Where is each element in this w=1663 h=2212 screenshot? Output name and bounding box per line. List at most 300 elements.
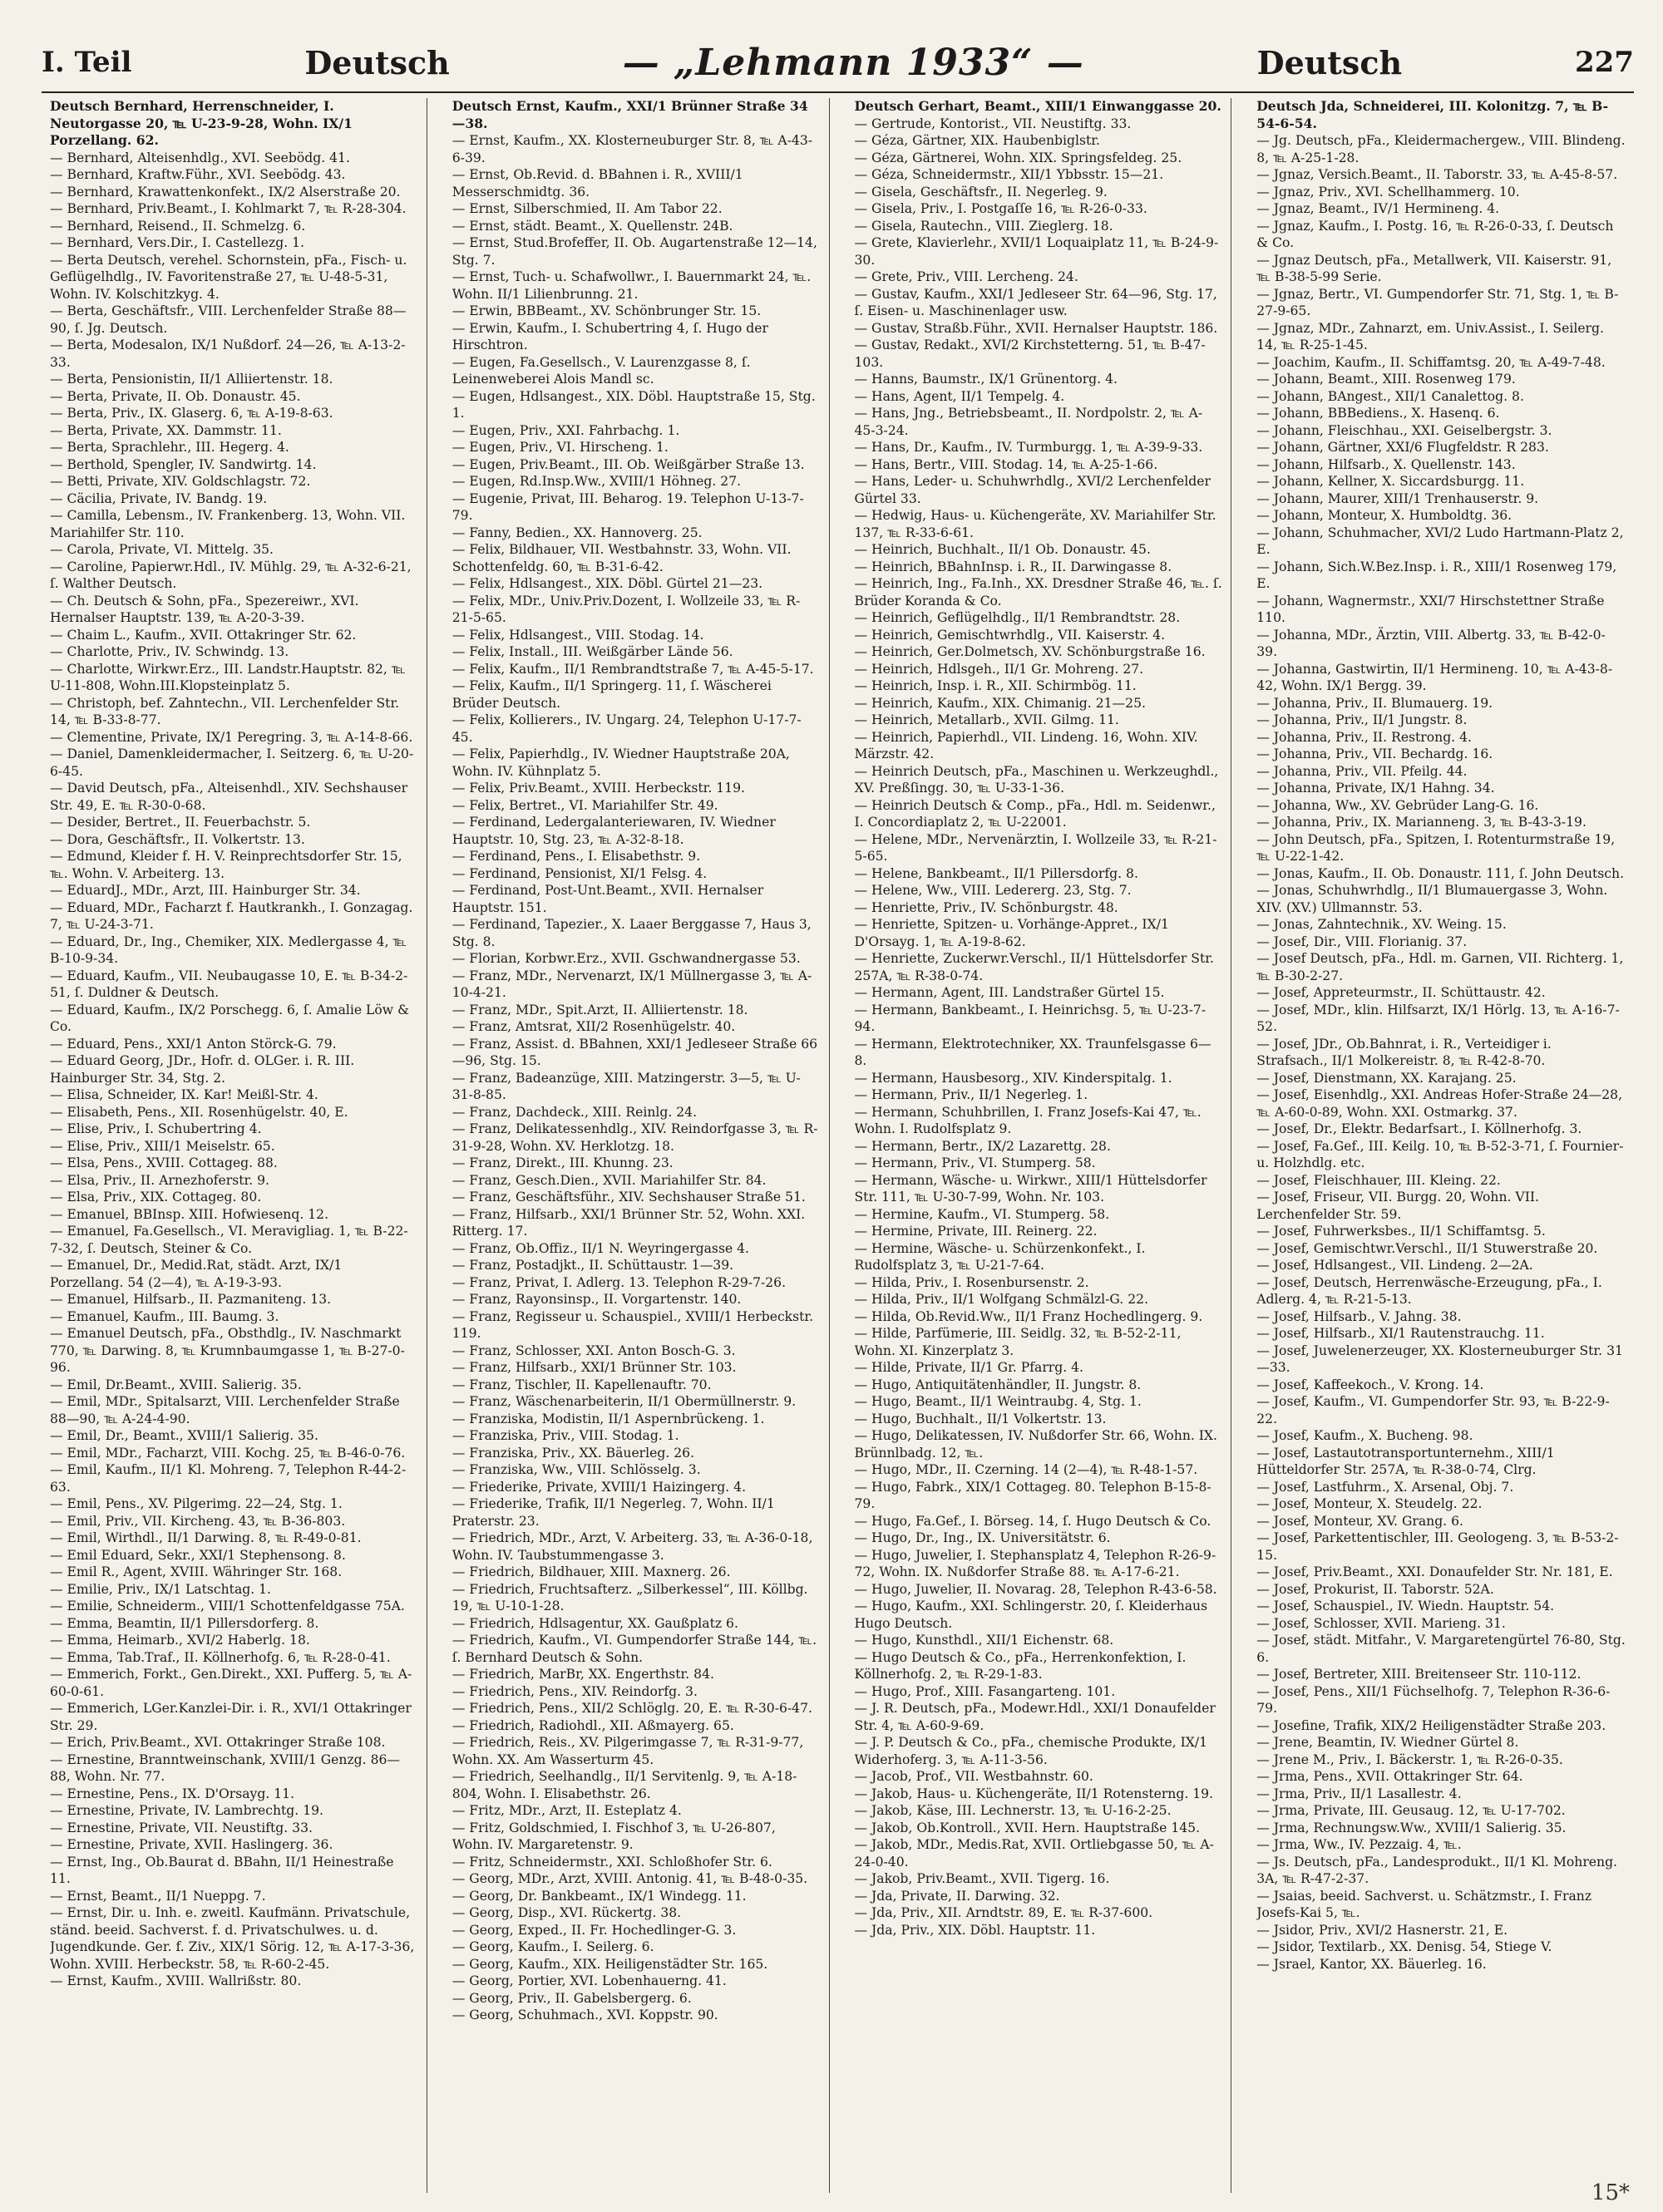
directory-entry: — Franziska, Modistin, II/1 Aspernbrückeng. 1. [452, 1411, 765, 1426]
directory-entry: — Jgnaz, Bertr., VI. Gumpendorfer Str. 71, Stg. 1, ℡ B-27-9-65. [1256, 286, 1619, 318]
directory-entry: — Fanny, Bedien., XX. Hannoverg. 25. [452, 525, 703, 540]
directory-entry: — Hermann, Elektrotechniker, XX. Traunfelsgasse 6—8. [854, 1036, 1211, 1068]
directory-entry: — Felix, Kaufm., II/1 Rembrandtstraße 7, ℡ A-45-5-17. [452, 661, 814, 677]
directory-entry: — Eduard, Dr., Ing., Chemiker, XIX. Medlergasse 4, ℡ B-10-9-34. [50, 934, 407, 966]
right-heading: Deutsch [1256, 43, 1403, 81]
directory-entry: — Henriette, Spitzen- u. Vorhänge-Appret., IX/1 D'Orsayg. 1, ℡ A-19-8-62. [854, 917, 1169, 949]
directory-entry: — Jda, Private, II. Darwing. 32. [854, 1888, 1060, 1904]
directory-entry: — Felix, Hdlsangest., VIII. Stodag. 14. [452, 627, 704, 643]
directory-entry: — Emilie, Priv., IX/1 Latschtag. 1. [50, 1581, 272, 1597]
directory-entry: — Johanna, Gastwirtin, II/1 Hermineng. 10, ℡ A-43-8-42, Wohn. IX/1 Bergg. 39. [1256, 661, 1613, 693]
column-4 [1256, 98, 1634, 2193]
directory-entry: — Gustav, Straßb.Führ., XVII. Hernalser Hauptstr. 186. [854, 320, 1218, 336]
directory-entry: — Jrene, Beamtin, IV. Wiedner Gürtel 8. [1256, 1735, 1519, 1750]
directory-entry: — Ferdinand, Post-Unt.Beamt., XVII. Hernalser Hauptstr. 151. [452, 883, 764, 915]
directory-entry: — Josefine, Trafik, XIX/2 Heiligenstädter Straße 203. [1256, 1717, 1606, 1733]
column-1 [50, 98, 427, 2193]
directory-entry: — Hilda, Priv., I. Rosenbursenstr. 2. [854, 1274, 1089, 1290]
directory-entry: — Franz, MDr., Spit.Arzt, II. Alliiertenstr. 18. [452, 1002, 748, 1017]
directory-entry: — Franz, Geschäftsführ., XIV. Sechshauser Straße 51. [452, 1190, 806, 1205]
directory-entry: — Berta, Private, XX. Dammstr. 11. [50, 422, 282, 438]
directory-entry: — EduardJ., MDr., Arzt, III. Hainburger Str. 34. [50, 883, 361, 898]
directory-entry: — Fritz, Schneidermstr., XXI. Schloßhofer Str. 6. [452, 1854, 772, 1870]
directory-entry: — Johanna, Priv., II. Blumauerg. 19. [1256, 695, 1493, 711]
directory-entry: — Bernhard, Alteisenhdlg., XVI. Seebödg. 41. [50, 150, 350, 165]
directory-entry: — Ernestine, Private, XVII. Haslingerg. 36. [50, 1837, 333, 1852]
directory-entry: — Hermann, Wäsche- u. Wirkwr., XIII/1 Hüttelsdorfer Str. 111, ℡ U-30-7-99, Wohn. Nr. 103. [854, 1172, 1207, 1205]
directory-entry: — Friedrich, Kaufm., VI. Gumpendorfer Straße 144, ℡. ſ. Bernhard Deutsch & Sohn. [452, 1633, 817, 1665]
directory-entry: — Josef, Monteur, XV. Grang. 6. [1256, 1513, 1463, 1529]
directory-entry: — Friedrich, Pens., XIV. Reindorfg. 3. [452, 1683, 698, 1699]
directory-entry: — Ferdinand, Pensionist, XI/1 Felsg. 4. [452, 865, 708, 881]
directory-entry: — Bernhard, Kraftw.Führ., XVI. Seebödg. 43. [50, 167, 346, 182]
directory-entry: — Felix, Papierhdlg., IV. Wiedner Hauptstraße 20A, Wohn. IV. Kühnplatz 5. [452, 746, 790, 779]
directory-entry: — Gustav, Kaufm., XXI/1 Jedleseer Str. 64—96, Stg. 17, ſ. Eisen- u. Maschinenlager usw. [854, 286, 1217, 318]
directory-entry: — Jgnaz Deutsch, pFa., Metallwerk, VII. Kaiserstr. 91, ℡ B-38-5-99 Serie. [1256, 252, 1612, 284]
directory-entry: — Emanuel, Dr., Medid.Rat, städt. Arzt, IX/1 Porzellang. 54 (2—4), ℡ A-19-3-93. [50, 1258, 343, 1290]
directory-entry: — Emanuel, Hilfsarb., II. Pazmaniteng. 13. [50, 1292, 332, 1307]
directory-entry: — Helene, Ww., VIII. Ledererg. 23, Stg. 7. [854, 883, 1132, 898]
directory-entry: — Franz, Dachdeck., XIII. Reinlg. 24. [452, 1104, 698, 1120]
directory-entry: — Ernst, Silberschmied, II. Am Tabor 22. [452, 201, 723, 216]
directory-entry: — Gisela, Priv., I. Postgaſſe 16, ℡ R-26-0-33. [854, 201, 1147, 216]
directory-entry: — Felix, Install., III. Weißgärber Lände 56. [452, 644, 733, 659]
directory-entry: — Jonas, Schuhwrhdlg., II/1 Blumauergasse 3, Wohn. XIV. (XV.) Ullmannstr. 53. [1256, 883, 1608, 915]
directory-entry: — Hanns, Baumstr., IX/1 Grünentorg. 4. [854, 372, 1118, 387]
directory-entry: — Johann, BAngest., XII/1 Canalettog. 8. [1256, 388, 1524, 404]
directory-entry: — Chaim L., Kaufm., XVII. Ottakringer Str. 62. [50, 627, 357, 643]
directory-entry: — Ch. Deutsch & Sohn, pFa., Spezereiwr., XVI. Hernalser Hauptstr. 139, ℡ A-20-3-39. [50, 593, 359, 625]
directory-entry: — Ernestine, Private, VII. Neustiftg. 33. [50, 1820, 313, 1835]
directory-entry: — Henriette, Priv., IV. Schönburgstr. 48. [854, 899, 1118, 915]
directory-entry: — Heinrich, Buchhalt., II/1 Ob. Donaustr. 45. [854, 542, 1151, 557]
directory-entry: — Hermann, Bankbeamt., I. Heinrichsg. 5, ℡ U-23-7-94. [854, 1002, 1207, 1034]
directory-entry: — Gustav, Redakt., XVI/2 Kirchstetterng. 51, ℡ B-47-103. [854, 337, 1206, 370]
directory-entry: — Johanna, Private, IX/1 Hahng. 34. [1256, 781, 1495, 796]
directory-entry: — Georg, Schuhmach., XVI. Koppstr. 90. [452, 2008, 718, 2022]
directory-entry: — Jacob, Prof., VII. Westbahnstr. 60. [854, 1769, 1093, 1784]
directory-entry: — Heinrich, Gemischtwrhdlg., VII. Kaiserstr. 4. [854, 627, 1166, 643]
directory-entry: — Hugo, Prof., XIII. Fasangarteng. 101. [854, 1683, 1116, 1699]
directory-entry: — Christoph, bef. Zahntechn., VII. Lerchenfelder Str. 14, ℡ B-33-8-77. [50, 695, 400, 727]
directory-entry: — Eugen, Hdlsangest., XIX. Döbl. Hauptstraße 15, Stg. 1. [452, 388, 816, 421]
directory-entry: — Jsidor, Priv., XVI/2 Hasnerstr. 21, E. [1256, 1922, 1508, 1938]
directory-entry: — Berta, Modesalon, IX/1 Nußdorf. 24—26, ℡ A-13-2-33. [50, 337, 406, 370]
directory-entry: — Heinrich, Ger.Dolmetsch, XV. Schönburgstraße 16. [854, 644, 1206, 659]
directory-entry: — Franz, Ob.Offiz., II/1 N. Weyringergasse 4. [452, 1240, 750, 1256]
directory-entry: — Josef, MDr., klin. Hilfsarzt, IX/1 Hörlg. 13, ℡ A-16-7-52. [1256, 1002, 1620, 1034]
directory-entry: — Ferdinand, Tapezier., X. Laaer Berggasse 7, Haus 3, Stg. 8. [452, 917, 812, 949]
directory-entry: — Hugo, Juwelier, I. Stephansplatz 4, Telephon R-26-9-72, Wohn. IX. Nußdorfer Straße 88. ℡ A-17-6-21. [854, 1547, 1216, 1579]
directory-entry: — Ernestine, Branntweinschank, XVIII/1 Genzg. 86—88, Wohn. Nr. 77. [50, 1751, 401, 1784]
directory-entry: — Felix, Kollierers., IV. Ungarg. 24, Telephon U-17-7-45. [452, 712, 802, 745]
directory-entry: — Georg, Kaufm., XIX. Heiligenstädter Str. 165. [452, 1956, 768, 1972]
directory-entry: — Josef, Prokurist, II. Taborstr. 52A. [1256, 1581, 1494, 1597]
directory-entry: — Hugo, Kaufm., XXI. Schlingerstr. 20, ſ. Kleiderhaus Hugo Deutsch. [854, 1599, 1208, 1631]
directory-entry: — Johanna, Priv., II. Restrong. 4. [1256, 729, 1472, 745]
directory-entry: — Josef Deutsch, pFa., Hdl. m. Garnen, VII. Richterg. 1, ℡ B-30-2-27. [1256, 951, 1624, 983]
directory-entry: — Franz, Regisseur u. Schauspiel., XVIII/1 Herbeckstr. 119. [452, 1308, 814, 1341]
directory-entry: — Heinrich, BBahnInsp. i. R., II. Darwingasse 8. [854, 559, 1172, 574]
directory-entry: — Felix, Kaufm., II/1 Springerg. 11, ſ. Wäscherei Brüder Deutsch. [452, 678, 772, 711]
directory-entry: — Josef, Priv.Beamt., XXI. Donaufelder Str. Nr. 181, E. [1256, 1564, 1613, 1579]
directory-entry: — Hilde, Parfümerie, III. Seidlg. 32, ℡ B-52-2-11, Wohn. XI. Kinzerplatz 3. [854, 1326, 1182, 1358]
directory-entry: — Emanuel, Fa.Gesellsch., VI. Meravigliag. 1, ℡ B-22-7-32, ſ. Deutsch, Steiner & Co. [50, 1224, 408, 1256]
directory-entry: — Franz, Postadjkt., II. Schüttaustr. 1—39. [452, 1258, 734, 1273]
directory-entry: — Heinrich Deutsch, pFa., Maschinen u. Werkzeughdl., XV. Preßſingg. 30, ℡ U-33-1-36. [854, 763, 1219, 796]
directory-entry: — Elsa, Pens., XVIII. Cottageg. 88. [50, 1155, 278, 1170]
directory-entry: — Emil, Kaufm., II/1 Kl. Mohreng. 7, Telephon R-44-2-63. [50, 1462, 407, 1495]
directory-entry: — Franz, Hilfsarb., XXI/1 Brünner Str. 52, Wohn. XXI. Ritterg. 17. [452, 1206, 806, 1239]
directory-entry: — Josef, Eisenhdlg., XXI. Andreas Hofer-Straße 24—28, ℡ A-60-0-89, Wohn. XXI. Ostmarkg. 37. [1256, 1087, 1623, 1120]
directory-entry: — Jonas, Kaufm., II. Ob. Donaustr. 111, ſ. John Deutsch. [1256, 865, 1625, 881]
directory-entry: — Josef, Lastfuhrm., X. Arsenal, Obj. 7. [1256, 1479, 1514, 1495]
directory-entry: — Jgnaz, Beamt., IV/1 Hermineng. 4. [1256, 201, 1500, 216]
directory-entry: — Josef, Appreteurmstr., II. Schüttaustr. 42. [1256, 985, 1546, 1000]
directory-entry: — Emil, Pens., XV. Pilgerimg. 22—24, Stg. 1. [50, 1496, 343, 1511]
directory-entry: — Georg, Dr. Bankbeamt., IX/1 Windegg. 11. [452, 1888, 747, 1904]
directory-entry: — Betti, Private, XIV. Goldschlagstr. 72. [50, 474, 311, 489]
directory-entry: — Johann, Monteur, X. Humboldtg. 36. [1256, 508, 1512, 523]
directory-entry: — Eugen, Priv., VI. Hirscheng. 1. [452, 440, 669, 455]
directory-entry: — Felix, Bertret., VI. Mariahilfer Str. 49. [452, 797, 718, 813]
directory-entry: — Grete, Klavierlehr., XVII/1 Loquaiplatz 11, ℡ B-24-9-30. [854, 235, 1219, 268]
directory-entry: — Gertrude, Kontorist., VII. Neustiftg. 33. [854, 116, 1132, 131]
directory-entry: — Hilde, Private, II/1 Gr. Pfarrg. 4. [854, 1360, 1084, 1375]
directory-entry: — Hermann, Hausbesorg., XIV. Kinderspitalg. 1. [854, 1070, 1172, 1086]
directory-entry: — Elise, Priv., XIII/1 Meiselstr. 65. [50, 1138, 275, 1154]
directory-entry: — Carola, Private, VI. Mittelg. 35. [50, 542, 274, 557]
directory-entry: — Eugen, Fa.Gesellsch., V. Laurenzgasse 8, ſ. Leinenweberei Alois Mandl sc. [452, 354, 751, 387]
directory-entry: — Emil Eduard, Sekr., XXI/1 Stephensong. 8. [50, 1547, 346, 1563]
directory-entry: — Hermann, Bertr., IX/2 Lazarettg. 28. [854, 1138, 1111, 1154]
directory-entry: — Hilda, Priv., II/1 Wolfgang Schmälzl-G. 22. [854, 1292, 1149, 1307]
directory-entry: — Elsa, Priv., II. Arnezhoferstr. 9. [50, 1172, 270, 1188]
directory-entry: — John Deutsch, pFa., Spitzen, I. Rotenturmstraße 19, ℡ U-22-1-42. [1256, 831, 1616, 864]
column-2 [452, 98, 830, 2193]
column-3 [855, 98, 1232, 2193]
directory-entry: — Ernst, Beamt., II/1 Nueppg. 7. [50, 1888, 266, 1904]
directory-entry: — Heinrich, Kaufm., XIX. Chimanig. 21—25. [854, 695, 1146, 711]
directory-entry: — Franz, Rayonsinsp., II. Vorgartenstr. 140. [452, 1292, 742, 1307]
directory-entry: — Jakob, Priv.Beamt., XVII. Tigerg. 16. [854, 1871, 1110, 1886]
directory-entry: — Hermine, Private, III. Reinerg. 22. [854, 1224, 1098, 1239]
directory-entry: — Hans, Jng., Betriebsbeamt., II. Nordpolstr. 2, ℡ A-45-3-24. [854, 406, 1203, 438]
directory-entry: — Eduard, Pens., XXI/1 Anton Störck-G. 79. [50, 1036, 337, 1052]
directory-entry: — Elisabeth, Pens., XII. Rosenhügelstr. 40, E. [50, 1104, 348, 1120]
page-number: 227 [1575, 46, 1634, 79]
directory-entry: — Josef, Gemischtwr.Verschl., II/1 Stuwerstraße 20. [1256, 1240, 1598, 1256]
directory-entry: — Felix, Bildhauer, VII. Westbahnstr. 33, Wohn. VII. Schottenfeldg. 60, ℡ B-31-6-42. [452, 542, 792, 574]
directory-entry: — Friedrich, MDr., Arzt, V. Arbeiterg. 33, ℡ A-36-0-18, Wohn. IV. Taubstummengasse 3. [452, 1530, 813, 1563]
directory-entry: — Franz, Wäschenarbeiterin, II/1 Obermüllnerstr. 9. [452, 1394, 797, 1409]
directory-entry: — David Deutsch, pFa., Alteisenhdl., XIV. Sechshauser Str. 49, E. ℡ R-30-0-68. [50, 781, 408, 813]
directory-entry: — Johanna, Priv., VII. Bechardg. 16. [1256, 746, 1493, 761]
directory-entry: — Friederike, Private, XVIII/1 Haizingerg. 4. [452, 1479, 747, 1495]
directory-entry: — Hugo, Delikatessen, IV. Nußdorfer Str. 66, Wohn. IX. Brünnlbadg. 12, ℡. [854, 1428, 1217, 1461]
directory-entry: — Heinrich Deutsch & Comp., pFa., Hdl. m. Seidenwr., I. Concordiaplatz 2, ℡ U-22001. [854, 797, 1216, 830]
directory-entry: — Hermann, Agent, III. Landstraßer Gürtel 15. [854, 985, 1165, 1000]
directory-entry: — Eduard, Kaufm., IX/2 Porschegg. 6, ſ. Amalie Löw & Co. [50, 1002, 409, 1034]
directory-entry: — Camilla, Lebensm., IV. Frankenberg. 13, Wohn. VII. Mariahilfer Str. 110. [50, 508, 406, 540]
directory-entry: — Hermine, Kaufm., VI. Stumperg. 58. [854, 1206, 1110, 1222]
directory-entry: — Johann, Gärtner, XXI/6 Flugfeldstr. R 283. [1256, 440, 1549, 455]
directory-entry: — Daniel, Damenkleidermacher, I. Seitzerg. 6, ℡ U-20-6-45. [50, 746, 414, 779]
directory-entry: — Eugen, Priv.Beamt., III. Ob. Weißgärber Straße 13. [452, 456, 805, 472]
directory-entry: — Florian, Korbwr.Erz., XVII. Gschwandnergasse 53. [452, 951, 801, 966]
directory-entry: — Friedrich, Seelhandlg., II/1 Servitenlg. 9, ℡ A-18-804, Wohn. I. Elisabethstr. 26. [452, 1769, 797, 1801]
directory-entry: — Emma, Tab.Traf., II. Köllnerhofg. 6, ℡ R-28-0-41. [50, 1649, 391, 1665]
directory-entry: — Hans, Agent, II/1 Tempelg. 4. [854, 388, 1065, 404]
directory-entry: — Georg, Kaufm., I. Seilerg. 6. [452, 1939, 654, 1954]
directory-entry: — Charlotte, Wirkwr.Erz., III. Landstr.Hauptstr. 82, ℡ U-11-808, Wohn.III.Klopsteinplatz 5. [50, 661, 406, 693]
directory-entry: — Ernst, städt. Beamt., X. Quellenstr. 24B. [452, 218, 733, 234]
directory-entry: — Franz, Amtsrat, XII/2 Rosenhügelstr. 40. [452, 1019, 736, 1034]
directory-entry: — Js. Deutsch, pFa., Landesprodukt., II/1 Kl. Mohreng. 3A, ℡ R-47-2-37. [1256, 1854, 1618, 1886]
directory-entry: — Hans, Bertr., VIII. Stodag. 14, ℡ A-25-1-66. [854, 456, 1158, 472]
directory-entry: — J. P. Deutsch & Co., pFa., chemische Produkte, IX/1 Widerhoferg. 3, ℡ A-11-3-56. [854, 1735, 1208, 1767]
directory-entry: — Josef, städt. Mitfahr., V. Margaretengürtel 76-80, Stg. 6. [1256, 1633, 1626, 1665]
directory-entry: — Jgnaz, Priv., XVI. Schellhammerg. 10. [1256, 184, 1520, 200]
directory-entry: — Elsa, Priv., XIX. Cottageg. 80. [50, 1190, 262, 1205]
directory-entry: — Johanna, Ww., XV. Gebrüder Lang-G. 16. [1256, 797, 1539, 813]
directory-entry: — Géza, Schneidermstr., XII/1 Ybbsstr. 15—21. [854, 167, 1164, 182]
directory-entry: — Géza, Gärtner, XIX. Haubenbiglstr. [854, 133, 1100, 148]
directory-entry: — Emmerich, Forkt., Gen.Direkt., XXI. Pufferg. 5, ℡ A-60-0-61. [50, 1667, 412, 1699]
directory-entry: — Friedrich, Radiohdl., XII. Aßmayerg. 65. [452, 1717, 734, 1733]
directory-entry: — Emil, Dr., Beamt., XVIII/1 Salierig. 35. [50, 1428, 318, 1443]
directory-entry: — Joachim, Kaufm., II. Schiffamtsg. 20, ℡ A-49-7-48. [1256, 354, 1606, 370]
directory-entry: — Bernhard, Reisend., II. Schmelzg. 6. [50, 218, 306, 234]
directory-entry: — Berta, Geschäftsfr., VIII. Lerchenfelder Straße 88—90, ſ. Jg. Deutsch. [50, 303, 407, 336]
directory-entry: — Helene, Bankbeamt., II/1 Pillersdorfg. 8. [854, 865, 1138, 881]
directory-entry: — Johanna, Priv., II/1 Jungstr. 8. [1256, 712, 1468, 727]
directory-entry: — Ernestine, Pens., IX. D'Orsayg. 11. [50, 1786, 295, 1801]
directory-entry: — Hugo, Antiquitätenhändler, II. Jungstr. 8. [854, 1377, 1142, 1392]
directory-entry: — Franz, Tischler, II. Kapellenauftr. 70. [452, 1377, 712, 1392]
directory-entry: — Friederike, Trafik, II/1 Negerleg. 7, Wohn. II/1 Praterstr. 23. [452, 1496, 775, 1529]
directory-entry: — Josef, Lastautotransportunternehm., XIII/1 Hütteldorfer Str. 257A, ℡ R-38-0-74, Clrg. [1256, 1445, 1555, 1477]
directory-entry: — Josef, Kaufm., VI. Gumpendorfer Str. 93, ℡ B-22-9-22. [1256, 1394, 1610, 1426]
directory-entry: — Hermann, Priv., VI. Stumperg. 58. [854, 1155, 1096, 1170]
directory-entry: — Emanuel Deutsch, pFa., Obsthdlg., IV. Naschmarkt 770, ℡ Darwing. 8, ℡ Krumnbaumgasse 1, ℡ B-27-0-96. [50, 1326, 405, 1375]
directory-entry: — Hugo, Buchhalt., II/1 Volkertstr. 13. [854, 1411, 1107, 1426]
directory-entry: — Heinrich, Insp. i. R., XII. Schirmbög. 11. [854, 678, 1137, 693]
directory-entry: — Ernst, Ob.Revid. d. BBahnen i. R., XVIII/1 Messerschmidtg. 36. [452, 167, 743, 200]
directory-entry: — Jsidor, Textilarb., XX. Denisg. 54, Stiege V. [1256, 1939, 1552, 1954]
directory-entry: — Ernst, Ing., Ob.Baurat d. BBahn, II/1 Heinestraße 11. [50, 1854, 394, 1886]
directory-entry: — Edmund, Kleider f. H. V. Reinprechtsdorfer Str. 15, ℡. Wohn. V. Arbeiterg. 13. [50, 849, 402, 881]
directory-entry: — Hermine, Wäsche- u. Schürzenkonfekt., I. Rudolfsplatz 3, ℡ U-21-7-64. [854, 1240, 1146, 1273]
directory-entry: — Hugo, Kunsthdl., XII/1 Eichenstr. 68. [854, 1633, 1114, 1648]
directory-entry: — Hugo, Fabrk., XIX/1 Cottageg. 80. Telephon B-15-8-79. [854, 1479, 1211, 1511]
directory-entry: — Josef, Hilfsarb., V. Jahng. 38. [1256, 1308, 1462, 1324]
directory-entry: — Jda, Priv., XII. Arndtstr. 89, E. ℡ R-37-600. [854, 1905, 1153, 1920]
directory-entry: — Elisa, Schneider, IX. Kar! Meißl-Str. 4. [50, 1087, 318, 1102]
directory-entry: — Franz, Privat, I. Adlerg. 13. Telephon R-29-7-26. [452, 1274, 787, 1290]
directory-entry: — Georg, MDr., Arzt, XVIII. Antonig. 41, ℡ B-48-0-35. [452, 1871, 808, 1886]
directory-entry: — Johann, Maurer, XIII/1 Trenhauserstr. 9. [1256, 490, 1539, 506]
directory-entry: — Eugen, Priv., XXI. Fahrbachg. 1. [452, 422, 680, 438]
directory-entry: — Jonas, Zahntechnik., XV. Weing. 15. [1256, 917, 1507, 932]
directory-entry: — Johann, Wagnermstr., XXI/7 Hirschstettner Straße 110. [1256, 593, 1605, 625]
directory-entry: — Jg. Deutsch, pFa., Kleidermachergew., VIII. Blindeng. 8, ℡ A-25-1-28. [1256, 133, 1626, 165]
directory-entry: — Johann, BBBediens., X. Hasenq. 6. [1256, 406, 1500, 421]
directory-entry: — Josef, Schauspiel., IV. Wiedn. Hauptstr. 54. [1256, 1599, 1555, 1613]
directory-entry: — Bernhard, Krawattenkonfekt., IX/2 Alserstraße 20. [50, 184, 401, 200]
directory-entry: — Felix, MDr., Univ.Priv.Dozent, I. Wollzeile 33, ℡ R-21-5-65. [452, 593, 801, 625]
directory-entry: Deutsch Jda, Schneiderei, III. Kolonitzg. 7, ℡ B-54-6-54. [1256, 98, 1609, 131]
directory-entry: — Hugo Deutsch & Co., pFa., Herrenkonfektion, I. Köllnerhofg. 2, ℡ R-29-1-83. [854, 1649, 1187, 1682]
directory-entry: — Ernst, Kaufm., XX. Klosterneuburger Str. 8, ℡ A-43-6-39. [452, 133, 813, 165]
directory-entry: — Johann, Fleischhau., XXI. Geiselbergstr. 3. [1256, 422, 1552, 438]
directory-entry: — Bernhard, Priv.Beamt., I. Kohlmarkt 7, ℡ R-28-304. [50, 201, 407, 216]
directory-entry: — Josef, Hdlsangest., VII. Lindeng. 2—2A. [1256, 1258, 1533, 1273]
directory-entry: — Emilie, Schneiderm., VIII/1 Schottenfeldgasse 75A. [50, 1599, 405, 1613]
directory-entry: — Friedrich, Hdlsagentur, XX. Gaußplatz 6. [452, 1615, 738, 1631]
directory-entry: — Johanna, Priv., VII. Pfeilg. 44. [1256, 763, 1468, 779]
directory-entry: — Emma, Heimarb., XVI/2 Haberlg. 18. [50, 1633, 310, 1648]
directory-entry: — Heinrich, Metallarb., XVII. Gilmg. 11. [854, 712, 1119, 727]
directory-entry: — Josef, Kaufm., X. Bucheng. 98. [1256, 1428, 1473, 1443]
directory-entry: — Berta, Sprachlehr., III. Hegerg. 4. [50, 440, 289, 455]
directory-entry: — Franz, Delikatessenhdlg., XIV. Reindorfgasse 3, ℡ R-31-9-28, Wohn. XV. Herklotzg. 18. [452, 1121, 818, 1154]
directory-entry: — Ernst, Dir. u. Inh. e. zweitl. Kaufmänn. Privatschule, ständ. beeid. Sachverst. f. d. Privatschulwes. u. d. Jugendkunde. Ger. f. Ziv., XIX/1 Sörig. 12, ℡ A-17-3-36, Wohn. XVIII. Herbeckstr. 58, ℡ R-60-2-45. [50, 1905, 415, 1972]
directory-entry: — Fritz, Goldschmied, I. Fischhof 3, ℡ U-26-807, Wohn. IV. Margaretenstr. 9. [452, 1820, 776, 1852]
directory-entry: — Jgnaz, MDr., Zahnarzt, em. Univ.Assist., I. Seilerg. 14, ℡ R-25-1-45. [1256, 320, 1604, 352]
page-header [42, 33, 1634, 91]
directory-entry: — Franz, Assist. d. BBahnen, XXI/1 Jedleseer Straße 66—96, Stg. 15. [452, 1036, 818, 1068]
directory-entry: — Géza, Gärtnerei, Wohn. XIX. Springsfeldeg. 25. [854, 150, 1182, 165]
directory-entry: — Clementine, Private, IX/1 Peregring. 3, ℡ A-14-8-66. [50, 729, 413, 745]
directory-entry: — Franziska, Priv., XX. Bäuerleg. 26. [452, 1445, 695, 1461]
directory-entry: — Jakob, MDr., Medis.Rat, XVII. Ortliebgasse 50, ℡ A-24-0-40. [854, 1837, 1214, 1870]
directory-entry: — Georg, Priv., II. Gabelsbergerg. 6. [452, 1990, 692, 2006]
directory-entry: — Berta, Pensionistin, II/1 Alliiertenstr. 18. [50, 372, 333, 387]
directory-entry: — Johann, Hilfsarb., X. Quellenstr. 143. [1256, 456, 1516, 472]
directory-entry: — Henriette, Zuckerwr.Verschl., II/1 Hüttelsdorfer Str. 257A, ℡ R-38-0-74. [854, 951, 1214, 983]
directory-entry: — Josef, Monteur, X. Steudelg. 22. [1256, 1496, 1483, 1511]
directory-entry: — Eduard, MDr., Facharzt f. Hautkrankh., I. Gonzagag. 7, ℡ U-24-3-71. [50, 899, 413, 932]
directory-entry: — Heinrich, Hdlsgeh., II/1 Gr. Mohreng. 27. [854, 661, 1144, 677]
directory-entry: — Georg, Disp., XVI. Rückertg. 38. [452, 1905, 682, 1920]
directory-entry: — Emil, Priv., VII. Kircheng. 43, ℡ B-36-803. [50, 1513, 346, 1529]
directory-entry: Deutsch Ernst, Kaufm., XXI/1 Brünner Straße 34—38. [452, 98, 808, 131]
directory-entry: — Ernestine, Private, IV. Lambrechtg. 19. [50, 1803, 323, 1818]
directory-entry: — Jrma, Rechnungsw.Ww., XVIII/1 Salierig. 35. [1256, 1820, 1567, 1835]
directory-entry: — Heinrich, Geflügelhdlg., II/1 Rembrandtstr. 28. [854, 610, 1181, 625]
directory-entry: — Felix, Hdlsangest., XIX. Döbl. Gürtel 21—23. [452, 576, 763, 591]
directory-entry: — Josef, Friseur, VII. Burgg. 20, Wohn. VII. Lerchenfelder Str. 59. [1256, 1190, 1539, 1222]
directory-entry: — Franz, Hilfsarb., XXI/1 Brünner Str. 103. [452, 1360, 737, 1375]
directory-entry: — Ernst, Stud.Brofeffer, II. Ob. Augartenstraße 12—14, Stg. 7. [452, 235, 817, 268]
directory-entry: Deutsch Gerhart, Beamt., XIII/1 Einwanggasse 20. [854, 98, 1221, 114]
footer-mark: 15* [1591, 2180, 1630, 2205]
directory-entry: — Franz, Direkt., III. Khunng. 23. [452, 1155, 674, 1170]
directory-entry: — Emil R., Agent, XVIII. Währinger Str. 168. [50, 1564, 343, 1579]
directory-entry: — Josef, Fa.Gef., III. Keilg. 10, ℡ B-52-3-71, ſ. Fournier- u. Holzhdlg. etc. [1256, 1138, 1624, 1170]
directory-entry: — Jrma, Private, III. Geusaug. 12, ℡ U-17-702. [1256, 1803, 1566, 1818]
directory-entry: — Georg, Portier, XVI. Lobenhauerng. 41. [452, 1973, 727, 1988]
directory-entry: — Emanuel, Kaufm., III. Baumg. 3. [50, 1308, 279, 1324]
directory-entry: — Fritz, MDr., Arzt, II. Esteplatz 4. [452, 1803, 682, 1818]
directory-entry: — Jrma, Ww., IV. Pezzaig. 4, ℡. [1256, 1837, 1462, 1852]
directory-entry: — Hugo, Beamt., II/1 Weintraubg. 4, Stg. 1. [854, 1394, 1142, 1409]
directory-entry: — Emanuel, BBInsp. XIII. Hofwiesenq. 12. [50, 1206, 329, 1222]
entry-columns [50, 98, 1634, 2193]
directory-entry: — Johann, Kellner, X. Siccardsburgg. 11. [1256, 474, 1525, 489]
directory-entry: — Elise, Priv., I. Schubertring 4. [50, 1121, 262, 1136]
directory-entry: — Gisela, Geschäftsfr., II. Negerleg. 9. [854, 184, 1108, 200]
directory-entry: — Erich, Priv.Beamt., XVI. Ottakringer Straße 108. [50, 1735, 386, 1750]
directory-entry: — Felix, Priv.Beamt., XVIII. Herbeckstr. 119. [452, 781, 746, 796]
header-rule [42, 91, 1634, 93]
directory-entry: — Josef, Kaffeekoch., V. Krong. 14. [1256, 1377, 1484, 1392]
directory-entry: — Josef, Pens., XII/1 Füchselhofg. 7, Telephon R-36-6-79. [1256, 1683, 1611, 1716]
directory-entry: — Hugo, Dr., Ing., IX. Universitätstr. 6. [854, 1530, 1111, 1545]
directory-entry: — Emmerich, LGer.Kanzlei-Dir. i. R., XVI/1 Ottakringer Str. 29. [50, 1701, 412, 1733]
directory-entry: — Bernhard, Vers.Dir., I. Castellezg. 1. [50, 235, 304, 250]
directory-entry: — Josef, JDr., Ob.Bahnrat, i. R., Verteidiger i. Strafsach., II/1 Molkereistr. 8, ℡ R-42-8-70. [1256, 1036, 1552, 1068]
directory-entry: — Johann, Beamt., XIII. Rosenweg 179. [1256, 372, 1516, 387]
directory-entry: — Hermann, Priv., II/1 Negerleg. 1. [854, 1087, 1088, 1102]
directory-entry: — Josef, Bertreter, XIII. Breitenseer Str. 110-112. [1256, 1667, 1582, 1682]
directory-entry: — Jrene M., Priv., I. Bäckerstr. 1, ℡ R-26-0-35. [1256, 1751, 1563, 1767]
directory-entry: — Berta Deutsch, verehel. Schornstein, pFa., Fisch- u. Geflügelhdlg., IV. Favoritenstraße 27, ℡ U-48-5-31, Wohn. IV. Kolschitzkyg. 4. [50, 252, 407, 302]
directory-entry: — Hugo, MDr., II. Czerning. 14 (2—4), ℡ R-48-1-57. [854, 1462, 1198, 1477]
directory-entry: — Dora, Geschäftsfr., II. Volkertstr. 13. [50, 831, 305, 847]
directory-entry: — Hans, Leder- u. Schuhwrhdlg., XVI/2 Lerchenfelder Gürtel 33. [854, 474, 1211, 506]
directory-entry: — Josef, Parkettentischler, III. Geologeng. 3, ℡ B-53-2-15. [1256, 1530, 1619, 1563]
directory-entry: — Franz, Gesch.Dien., XVII. Mariahilfer Str. 84. [452, 1172, 767, 1188]
directory-entry: — Berta, Priv., IX. Glaserg. 6, ℡ A-19-8-63. [50, 406, 333, 421]
directory-entry: — Jsrael, Kantor, XX. Bäuerleg. 16. [1256, 1956, 1487, 1972]
directory-entry: — Charlotte, Priv., IV. Schwindg. 13. [50, 644, 289, 659]
directory-entry: — Jgnaz, Kaufm., I. Postg. 16, ℡ R-26-0-33, ſ. Deutsch & Co. [1256, 218, 1614, 250]
directory-entry: Deutsch Bernhard, Herrenschneider, I. Neutorgasse 20, ℡ U-23-9-28, Wohn. IX/1 Porzellang. 62. [50, 98, 353, 148]
directory-entry: — Jakob, Haus- u. Küchengeräte, II/1 Rotensterng. 19. [854, 1786, 1214, 1801]
directory-entry: — Josef, Fuhrwerksbes., II/1 Schiffamtsg. 5. [1256, 1224, 1546, 1239]
directory-entry: — Caroline, Papierwr.Hdl., IV. Mühlg. 29, ℡ A-32-6-21, ſ. Walther Deutsch. [50, 559, 412, 591]
directory-entry: — Hugo, Fa.Gef., I. Börseg. 14, ſ. Hugo Deutsch & Co. [854, 1513, 1211, 1529]
directory-entry: — Friedrich, Pens., XII/2 Schlöglg. 20, E. ℡ R-30-6-47. [452, 1701, 812, 1716]
part-label: I. Teil [42, 46, 132, 79]
directory-entry: — Heinrich, Papierhdl., VII. Lindeng. 16, Wohn. XIV. Märzstr. 42. [854, 729, 1198, 761]
directory-entry: — Johann, Schuhmacher, XVI/2 Ludo Hartmann-Platz 2, E. [1256, 525, 1624, 557]
directory-entry: — Erwin, Kaufm., I. Schubertring 4, ſ. Hugo der Hirschtron. [452, 320, 768, 352]
directory-entry: — Hermann, Schuhbrillen, I. Franz Josefs-Kai 47, ℡. Wohn. I. Rudolfsplatz 9. [854, 1104, 1202, 1136]
directory-entry: — Erwin, BBBeamt., XV. Schönbrunger Str. 15. [452, 303, 762, 318]
directory-entry: — Emil, Wirthdl., II/1 Darwing. 8, ℡ R-49-0-81. [50, 1530, 362, 1545]
directory-entry: — Johanna, Priv., IX. Marianneng. 3, ℡ B-43-3-19. [1256, 815, 1587, 830]
directory-entry: — Grete, Priv., VIII. Lercheng. 24. [854, 269, 1078, 284]
directory-entry: — Friedrich, Reis., XV. Pilgerimgasse 7, ℡ R-31-9-77, Wohn. XX. Am Wasserturm 45. [452, 1735, 804, 1767]
directory-entry: — Heinrich, Ing., Fa.Inh., XX. Dresdner Straße 46, ℡. ſ. Brüder Koranda & Co. [854, 576, 1222, 608]
left-heading: Deutsch [304, 43, 450, 81]
directory-entry: — Johanna, MDr., Ärztin, VIII. Albertg. 33, ℡ B-42-0-39. [1256, 627, 1606, 659]
directory-entry: — Josef, Fleischhauer, III. Kleing. 22. [1256, 1172, 1501, 1188]
directory-entry: — Berthold, Spengler, IV. Sandwirtg. 14. [50, 456, 317, 472]
directory-entry: — Johann, Sich.W.Bez.Insp. i. R., XIII/1 Rosenweg 179, E. [1256, 559, 1617, 591]
directory-entry: — Emil, Dr.Beamt., XVIII. Salierig. 35. [50, 1377, 302, 1392]
directory-entry: — Friedrich, Fruchtsafterz. „Silberkessel“, III. Köllbg. 19, ℡ U-10-1-28. [452, 1581, 808, 1613]
directory-entry: — Gisela, Rautechn., VIII. Zieglerg. 18. [854, 218, 1113, 234]
directory-entry: — Franz, Schlosser, XXI. Anton Bosch-G. 3. [452, 1342, 736, 1358]
directory-entry: — Emma, Beamtin, II/1 Pillersdorferg. 8. [50, 1615, 319, 1631]
directory-entry: — Franz, Badeanzüge, XIII. Matzingerstr. 3—5, ℡ U-31-8-85. [452, 1070, 801, 1102]
directory-entry: — Ernst, Kaufm., XVIII. Wallrißstr. 80. [50, 1973, 302, 1988]
directory-entry: — Josef, Dir., VIII. Florianig. 37. [1256, 934, 1468, 949]
